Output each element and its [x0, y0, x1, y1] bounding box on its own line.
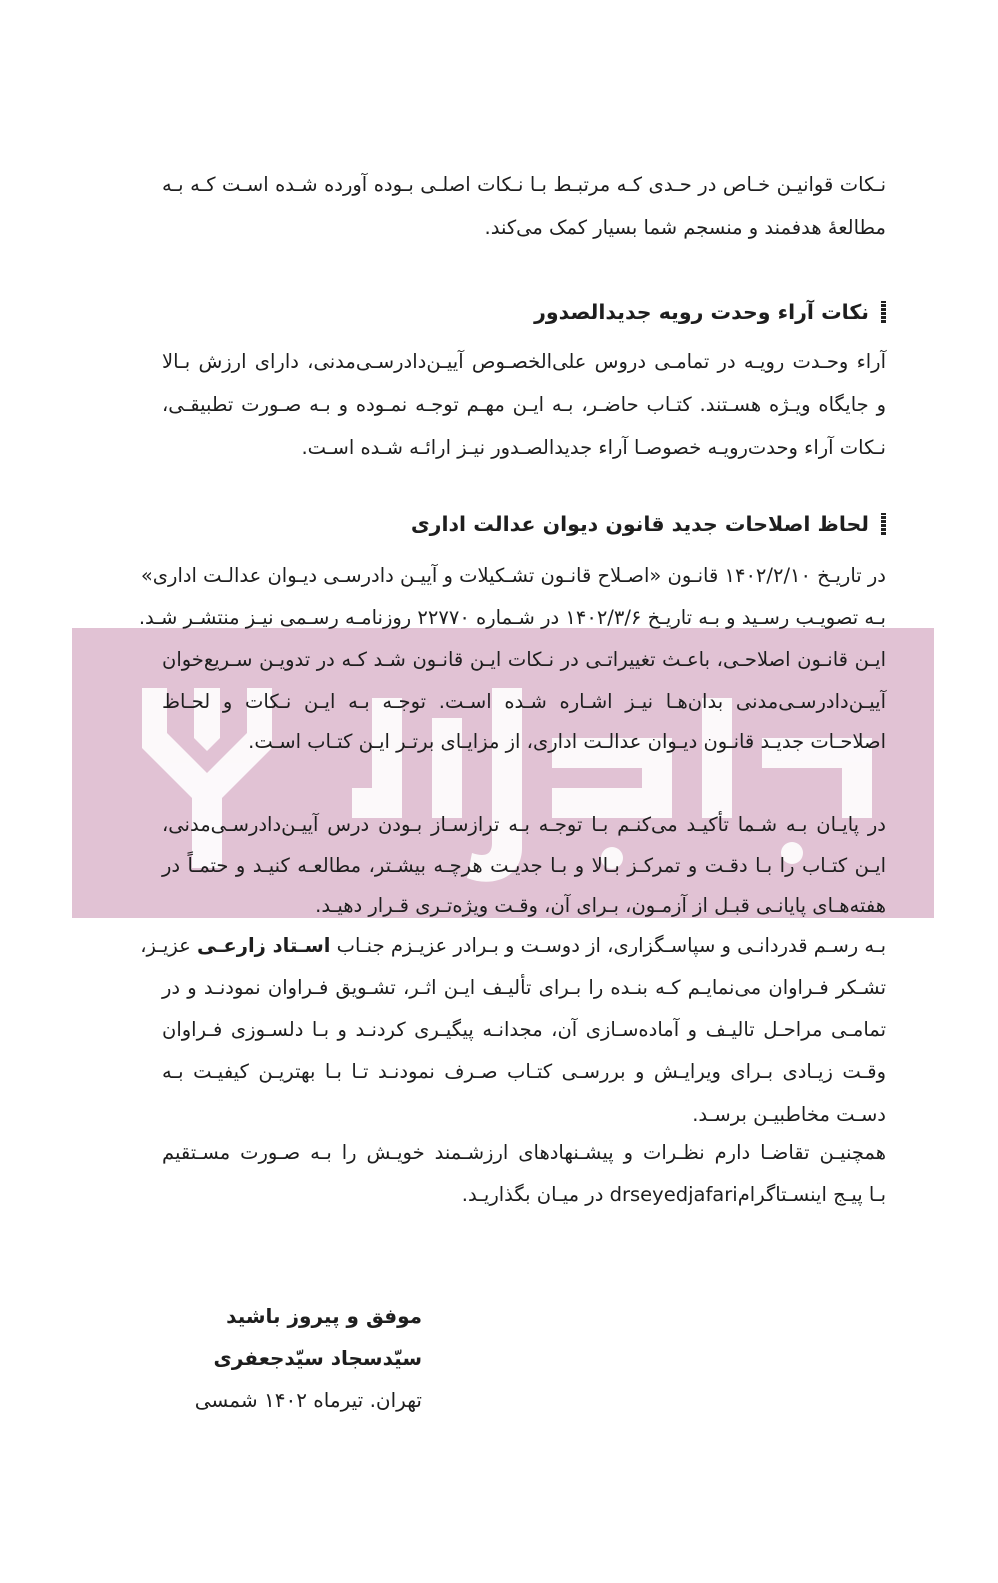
- heading-marker-icon: [881, 513, 886, 535]
- signature-place-date: تهران. تیرماه ۱۴۰۲ شمسی: [194, 1388, 422, 1412]
- signature-wish: موفق و پیروز باشید: [226, 1304, 422, 1328]
- page-content: [138, 0, 886, 1583]
- thanks-text-after: عزیـز،: [140, 934, 198, 957]
- section2-line-2: بـه تصویـب رسـید و بـه تاریـخ ۱۴۰۲/۳/۶ در شـماره ۲۲۷۷۰ روزنامـه رسـمی نیـز منتشـر شـد.: [138, 606, 886, 629]
- closing-line-1: در پایـان بـه شـما تأکیـد می‌کنـم بـا توجـه بـه ترازسـاز بـودن درس آییـن‌دادرسـی‌مدنی،: [162, 813, 886, 836]
- instagram-handle: drseyedjafari: [609, 1183, 738, 1206]
- signature-author: سیّدسجاد سیّدجعفری: [213, 1346, 422, 1370]
- request-text-before: بـا پیـج اینسـتاگرام: [737, 1183, 886, 1206]
- section1-line-3: نـکات آراء وحدت‌رویـه خصوصـا آراء جدیدالصـدور نیـز ارائـه شـده اسـت.: [301, 436, 886, 459]
- thanks-line-2: تشـکر فـراوان می‌نمایـم کـه بنـده را بـرای تألیـف ایـن اثـر، تشـویق فـراوان نمودنـد و در: [162, 976, 886, 999]
- section-heading-administrative-court: [162, 504, 886, 544]
- intro-line-2: مطالعهٔ هدفمند و منسجم شما بسیار کمک می‌کند.: [484, 216, 886, 239]
- request-line-1: همچنیـن تقاضـا دارم نظـرات و پیشـنهادهای ارزشـمند خویـش را بـه صـورت مسـتقیم: [162, 1141, 886, 1164]
- section2-line-4: آییـن‌دادرسـی‌مدنی بدان‌هـا نیـز اشـاره شـده اسـت. توجـه بـه ایـن نـکات و لحـاظ: [162, 690, 886, 713]
- thanks-line-4: وقـت زیـادی بـرای ویرایـش و بررسـی کتـاب صـرف نمودنـد تـا بـا بهتریـن کیفیـت بـه: [162, 1060, 886, 1083]
- request-text-after: در میـان بگذاریـد.: [461, 1183, 610, 1206]
- request-line-2: [162, 1175, 886, 1215]
- closing-line-2: ایـن کتـاب را بـا دقـت و تمرکـز بـالا و بـا جدیـت هرچـه بیشـتر، مطالعـه کنیـد و حتمـاً در: [162, 854, 886, 877]
- thanks-line-1: [140, 926, 886, 966]
- heading-marker-icon: [881, 301, 886, 323]
- section2-line-3: ایـن قانـون اصلاحـی، باعـث تغییراتـی در نـکات ایـن قانـون شـد کـه در تدویـن سـریع‌خوان: [162, 648, 886, 671]
- section1-line-2: و جایگاه ویـژه هسـتند. کتـاب حاضـر، بـه ایـن مهـم توجـه نمـوده و بـه صـورت تطبیقـی،: [162, 393, 886, 416]
- thanks-line-3: تمامـی مراحـل تالیـف و آماده‌سـازی آن، مجدانـه پیگیـری کردنـد و بـا دلسـوزی فـراوان: [162, 1018, 886, 1041]
- closing-line-3: هفته‌هـای پایانـی قبـل از آزمـون، بـرای آن، وقـت ویژه‌تـری قـرار دهیـد.: [315, 894, 886, 917]
- section-heading-unified-rulings: [162, 292, 886, 332]
- section-heading-text: نکات آراء وحدت رویه جدیدالصدور: [534, 300, 869, 324]
- thanks-text-before: بـه رسـم قدردانـی و سپاسـگزاری، از دوسـت و بـرادر عزیـزم جنـاب: [330, 934, 886, 957]
- section1-line-1: آراء وحـدت رویـه در تمامـی دروس علی‌الخصـوص آییـن‌دادرسـی‌مدنی، دارای ارزش بـالا: [162, 350, 886, 373]
- section2-line-5: اصلاحـات جدیـد قانـون دیـوان عدالـت اداری، از مزایـای برتـر ایـن کتـاب اسـت.: [248, 730, 886, 753]
- section2-line-1: در تاریـخ ۱۴۰۲/۲/۱۰ قانـون «اصـلاح قانـون تشـکیلات و آییـن دادرسـی دیـوان عدالـت اداری»: [140, 564, 886, 587]
- intro-line-1: نـکات قوانیـن خـاص در حـدی کـه مرتبـط بـا نـکات اصلـی بـوده آورده شـده اسـت کـه بـه: [162, 173, 886, 196]
- thanks-name: اسـتاد زارعـی: [197, 934, 331, 957]
- thanks-line-5: دسـت مخاطبیـن برسـد.: [692, 1103, 886, 1126]
- section-heading-text: لحاظ اصلاحات جدید قانون دیوان عدالت اداری: [410, 512, 869, 536]
